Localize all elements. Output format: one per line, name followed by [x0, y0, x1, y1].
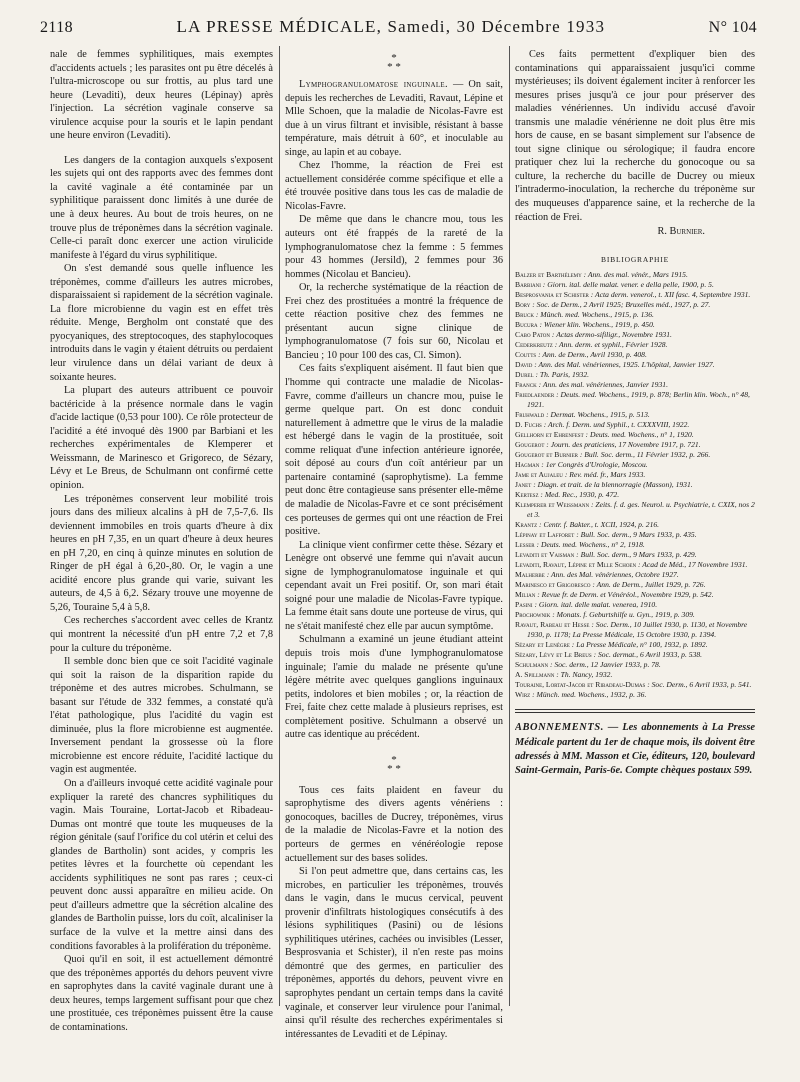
bibliography-reference: : Acad de Méd., 17 Novembre 1931.	[636, 560, 748, 570]
bibliography-entry	[515, 350, 755, 360]
bibliography-reference: : Giorn. ital. delle malat. vener. e della pelle, 1900, p. 5.	[540, 280, 714, 290]
bibliography-author: Besprosvania et Schister	[515, 290, 589, 300]
bibliography-entry	[515, 530, 755, 540]
bibliography-author: Cederkreutz	[515, 340, 553, 350]
text-column-3	[515, 48, 755, 1072]
bibliography-entry	[515, 670, 755, 680]
bibliography-reference: : Münch. med. Wochens., 1932, p. 36.	[530, 690, 647, 700]
bibliography-reference: : Ann. derm. et syphil., Février 1928.	[552, 340, 668, 350]
paragraph: La clinique vient confirmer cette thèse. Sézary et Lenègre ont observé une femme qui n'avait aucun signe de lymphogranulomatose inguinale et qui cependant avait un Frei positif. Or, son mari était soigné pour une maladie de Nicolas-Favre typique. La femme était sans doute une porteuse de virus, qui ne s'était manifesté chez elle par aucun symptôme.	[285, 539, 503, 632]
bibliography-author: Coutts	[515, 350, 537, 360]
subscription-heading: ABONNEMENTS.	[515, 722, 604, 734]
double-rule	[515, 709, 755, 713]
bibliography-author: Milian	[515, 590, 536, 600]
bibliography-entry	[515, 450, 755, 460]
bibliography-reference: : Giorn. ital. delle malat. venerea, 1910.	[532, 600, 658, 610]
bibliography-author: Fruhwald	[515, 410, 545, 420]
bibliography-reference: : Soc. de Derm., 2 Avril 1925; Bruxelles méd., 1927, p. 27.	[530, 300, 711, 310]
bibliography-entry	[515, 590, 755, 600]
bibliography-reference: : Bull. Soc. derm., 9 Mars 1933, p. 435.	[574, 530, 697, 540]
bibliography-author: Touraine, Lortat-Jacob et Ribadeau-Dumas	[515, 680, 646, 690]
paragraph: Ces faits s'expliquent aisément. Il faut bien que l'homme qui contracte une maladie de Nicolas-Favre, comme d'ailleurs un chancre mou, puise le germe quelque part. On est donc conduit naturellement à admettre que le virus de la maladie est hébergé dans le vagin de la prostituée, soit comme reliquat d'une infection antérieure ignorée, soit déposé au cours d'un coït antérieur par un partenaire contaminé (saprophytisme). La femme peut donc être contagieuse sans présenter elle-même de maladie de Nicolas-Favre et ce sont précisément ces porteuses de germes qui ont une réaction de Frei positive.	[285, 363, 503, 538]
bibliography-entry	[515, 280, 755, 290]
bibliography-entry	[515, 320, 755, 330]
bibliography-author: Marinesco et Grigoresco	[515, 580, 591, 590]
bibliography-reference: : Münch. med. Wochens., 1915, p. 136.	[533, 310, 654, 320]
bibliography-reference: : Wiener klin. Wochens., 1919, p. 450.	[537, 320, 655, 330]
bibliography-author: Lépinay et Lafforet	[515, 530, 575, 540]
bibliography-entry	[515, 270, 755, 280]
bibliography-entry	[515, 430, 755, 440]
bibliography-author: Bory	[515, 300, 531, 310]
bibliography-entry	[515, 460, 755, 470]
bibliography-author: Jame et Aujaleu	[515, 470, 563, 480]
section-lead: Lymphogranulomatose inguinale.	[299, 79, 448, 90]
paragraph: Ces recherches s'accordent avec celles de Krantz qui montrent la nécessité d'un pH entre 7,2 et 7,8 pour la culture du tréponème.	[50, 615, 273, 654]
bibliography-entry	[515, 410, 755, 420]
bibliography-author: Pasini	[515, 600, 533, 610]
bibliography-reference: : Ann. des Mal. vénériennes, Octobre 1927.	[544, 570, 679, 580]
bibliography-reference: : La Presse Médicale, n° 100, 1932, p. 1892.	[569, 640, 708, 650]
bibliography-entry	[515, 550, 755, 560]
bibliography-entry	[515, 640, 755, 650]
bibliography-entry	[515, 300, 755, 310]
issue-number: N° 104	[708, 19, 757, 36]
paragraph: Il semble donc bien que ce soit l'acidité vaginale qui soit la raison de la disparition rapide du tréponème et des autres microbes. Schulmann, se basant sur l'étude de 332 femmes, a constaté qu'à l'état pathologique, plus l'acidité du vagin est diminuée, plus la flore microbienne est augmentée. Inversement pendant la grossesse où la flore microbienne est encore réduite, l'acidité lactique du vagin est augmentée.	[50, 656, 273, 776]
bibliography-entry	[515, 340, 755, 350]
bibliography-entry	[515, 290, 755, 300]
bibliography-author: Kertesz	[515, 490, 539, 500]
bibliography-author: Sézary et Lenègre	[515, 640, 570, 650]
journal-title: LA PRESSE MÉDICALE, Samedi, 30 Décembre 1933	[176, 17, 606, 36]
paragraph: Les dangers de la contagion auxquels s'exposent les sujets qui ont des rapports avec des femmes dont la cavité vaginale a été contaminée par un syphilitique paraissent donc limités à une durée de une à deux heures. Au bout de trois heures, on ne trouve plus de tréponèmes dans la sécrétion vaginale. Celle-ci paraît donc exercer une action virulicide manifeste à l'égard du virus syphilitique.	[50, 154, 273, 261]
bibliography-entry	[515, 600, 755, 610]
bibliography-reference: : Bull. Soc. derm., 9 Mars 1933, p. 429.	[574, 550, 697, 560]
bibliography-reference: : Diagn. et trait. de la blennorragie (Masson), 1931.	[531, 480, 693, 490]
bibliography-entry	[515, 680, 755, 690]
text-column-2	[285, 48, 503, 1072]
bibliography-author: Gougerot	[515, 440, 545, 450]
paragraph: Ces faits permettent d'expliquer bien des contaminations qui apparaissaient jusqu'ici comme mystérieuses; ils doivent également inciter à renforcer les mesures prises jusqu'à ce jour pour préserver des maladies vénériennes. Un individu accusé d'avoir transmis une maladie vénérienne ne doit plus être mis hors de cause, en se basant simplement sur l'absence de tout signe clinique ou sérologique; il faudra encore pratiquer chez lui la recherche du gonocoque ou sa culture, la recherche du bacille de Ducrey ou mieux l'intradermo-inoculation, la recherche du tréponème sur des muqueuses d'apparence saine, et la recherche de la réaction de Frei.	[515, 49, 755, 223]
section-separator: * * *	[387, 52, 401, 73]
bibliography-reference: : Soc. Derm., 6 Avril 1933, p. 541.	[645, 680, 752, 690]
bibliography-author: Lesser	[515, 540, 535, 550]
bibliography-reference: : Zeits. f. d. ges. Neurol. u. Psychiatrie, t. CXIX, nos 2 et 3.	[527, 500, 755, 520]
section-separator: * * *	[387, 753, 401, 775]
bibliography-entry	[515, 580, 755, 590]
paragraph: Tous ces faits plaident en faveur du saprophytisme des divers agents vénériens : gonocoques, bacilles de Ducrey, tréponèmes, virus de la maladie de Nicolas-Favre et la notion des porteurs de germes en vénéréologie repose actuellement sur des bases solides.	[285, 784, 503, 864]
bibliography-reference: : Rev. méd. fr., Mars 1933.	[562, 470, 646, 480]
bibliography-author: Janet	[515, 480, 532, 490]
bibliography-reference: : Arch. f. Derm. und Syphil., t. CXXXVIII, 1922.	[541, 420, 690, 430]
bibliography-reference: : Dermat. Wochens., 1915, p. 513.	[544, 410, 650, 420]
bibliography-author: Ravaut, Rabeau et Hesse	[515, 620, 590, 630]
bibliography-author: Bruck	[515, 310, 534, 320]
paragraph: Schulmann a examiné un jeune étudiant atteint depuis trois mois d'une lymphogranulomatose inguinale; l'amie du malade ne présente qu'une légère métrite avec quelques ganglions inguinaux petits, indolores et bien mobiles ; or, la réaction de Frei, faite chez cette malade à plusieurs reprises, est complètement positive. Schulmann a observé un autre cas identique au précédent.	[285, 634, 503, 741]
bibliography-reference: : Centr. f. Bakter., t. XCII, 1924, p. 216.	[537, 520, 660, 530]
bibliography-entry	[515, 540, 755, 550]
bibliography-reference: : Deuts. med. Wochens., 1919, p. 878; Berlin klin. Woch., n° 48, 1921.	[527, 390, 750, 410]
paragraph: Chez l'homme, la réaction de Frei est actuellement considérée comme spécifique et elle a été trouvée positive dans tous les cas de maladie de Nicolas-Favre.	[285, 160, 503, 212]
paragraph: Les tréponèmes conservent leur mobilité trois jours dans des milieux alcalins à pH de 7,5-7,6. Ils deviennent immobiles en trois quarts d'heure à dix heures en pH 7,35, en un quart d'heure à deux heures en pH 7,20, en cinq à quinze minutes en solution de Ringer de pH égal à 6,20-,80. Or, le vagin a une acidité encore plus grande qui varie, suivant les auteurs, de 4,5 à 6,2. Sézary trouve une moyenne de 5,26, Touraine 5,4 à 5,8.	[50, 493, 273, 613]
bibliography-reference: : Soc. Derm., 10 Juillet 1930, p. 1130, et Novembre 1930, p. 1178; La Presse Médicale, 15 Octobre 1930, p. 1394.	[527, 620, 748, 640]
paragraph: Or, la recherche systématique de la réaction de Frei chez des prostituées a montré la fréquence de cette réaction positive chez des femmes ne présentant aucun signe clinique de lymphogranulomatose (7 fois sur 60, Nicolau et Bancieu ; 10 pour 100 des cas, Cl. Simon).	[285, 282, 503, 361]
paragraph: nale de femmes syphilitiques, mais exemptes d'accidents actuels ; les parasites ont pu être décelés à l'ultra-microscope ou sur frottis, au plus tard une heure (Levaditi), deux heures (Lépinay) après l'injection. La sécrétion vaginale conserve sa virulence acquise pour la souris et le lapin pendant une heure environ (Levaditi).	[50, 49, 273, 142]
bibliography-reference: : Ann. des Mal. vénériennes, 1925. L'hôpital, Janvier 1927.	[532, 360, 715, 370]
bibliography-entry	[515, 620, 755, 640]
bibliography-author: Wirz	[515, 690, 531, 700]
paragraph-text: — On sait, depuis les recherches de Levaditi, Ravaut, Lépine et Mlle Schoen, que la maladie de Nicolas-Favre est due à un virus filtrant et invisible, résistant à basse température, mais détruit à 60°, et inoculable au singe, au lapin et au cobaye.	[285, 79, 503, 158]
bibliography-entry	[515, 480, 755, 490]
bibliography-author: Franck	[515, 380, 537, 390]
bibliography-reference: : Med. Rec., 1930, p. 472.	[538, 490, 620, 500]
bibliography-entry	[515, 380, 755, 390]
bibliography-author: Prochownik	[515, 610, 551, 620]
bibliography-list	[515, 270, 755, 700]
bibliography-reference: : Journ. des praticiens, 17 Novembre 1917, p. 721.	[544, 440, 701, 450]
subscription-text: — Les abonnements à La Presse Médicale partent du 1er de chaque mois, ils doivent être adressés à MM. Masson et Cie, éditeurs, 120, boulevard Saint-Germain, Paris-6e. Compte chèques postaux 599.	[515, 722, 755, 777]
paragraph: On a d'ailleurs invoqué cette acidité vaginale pour expliquer la rareté des chancres syphilitiques du vagin. Mais Touraine, Lortat-Jacob et Ribadeau-Dumas ont montré que toute les muqueuses de la région génitale (sauf l'orifice du col utérin et celui des glandes de Bartholin) sont acides, y compris les petites lèvres et la fourchette où cependant les accidents syphilitiques ne sont pas rares ; ceux-ci peuvent donc aussi apparaître en milieu acide. On peut d'ailleurs admettre que la sécrétion alcaline des glandes de Bartholin puisse, lors du coït, alcaliniser la surface de la vulve et la mettre ainsi dans des conditions favorables à la prolifération du tréponème.	[50, 777, 273, 952]
bibliography-reference: : Ann. de Derm., Juillet 1929, p. 726.	[590, 580, 706, 590]
bibliography-entry	[515, 490, 755, 500]
bibliography-reference: : Bull. Soc. derm., 11 Février 1932, p. 266.	[577, 450, 711, 460]
bibliography-author: Krantz	[515, 520, 538, 530]
bibliography-author: Levaditi et Vaisman	[515, 550, 575, 560]
bibliography-reference: : Deuts. med. Wochens., n° 2, 1918.	[534, 540, 645, 550]
bibliography-author: Gellhorn et Ehrenfest	[515, 430, 584, 440]
bibliography-reference: : Soc. dermat., 6 Avril 1933, p. 538.	[591, 650, 703, 660]
bibliography-reference: : Th. Paris, 1932.	[533, 370, 590, 380]
bibliography-title: BIBLIOGRAPHIE	[601, 254, 669, 264]
paragraph: On s'est demandé sous quelle influence les tréponèmes, comme d'ailleurs les autres microbes, disparaissaient si rapidement de la sécrétion vaginale. La flore microbienne du vagin est en effet très réduite. Menge, Bergholm ont constaté que des pyocyaniques, des streptocoques, des staphylocoques introduits dans le vagin y étaient détruits ou perdaient leur virulence dans un délai variant de deux à soixante heures.	[50, 263, 273, 383]
bibliography-author: Bucura	[515, 320, 538, 330]
bibliography-author: Cabo Paton	[515, 330, 550, 340]
bibliography-entry	[515, 560, 755, 570]
bibliography-author: Barbiani	[515, 280, 541, 290]
bibliography-entry	[515, 610, 755, 620]
bibliography-entry	[515, 370, 755, 380]
bibliography-entry	[515, 500, 755, 520]
bibliography-reference: : Ann. de Derm., Avril 1930, p. 408.	[536, 350, 647, 360]
bibliography-author: D. Fuchs	[515, 420, 542, 430]
paragraph: Si l'on peut admettre que, dans certains cas, les microbes, en particulier les tréponèmes, trouvés dans le vagin, dans le mucus cervical, peuvent provenir d'infiltrats histologiques consécutifs à des lésions syphilitiques (Pasini) ou de lésions syphilitiques utérines, cachées ou invisibles (Lesser, Besprosvania et Schister), il n'en reste pas moins démontré que des germes, en particulier des tréponèmes, apportés du dehors, peuvent vivre en saprophytes pendant un certain temps dans la cavité vaginale, et conserver leur virulence pour l'animal, ainsi qu'il résulte des recherches expérimentales si intéressantes de Levaditi et de Lépinay.	[285, 866, 503, 1040]
bibliography-reference: : Soc. derm., 12 Janvier 1933, p. 78.	[548, 660, 661, 670]
bibliography-entry	[515, 440, 755, 450]
bibliography-entry	[515, 330, 755, 340]
bibliography-author: David	[515, 360, 533, 370]
bibliography-author: Klemperer et Weissmann	[515, 500, 590, 510]
page-number: 2118	[40, 19, 74, 36]
bibliography-entry	[515, 690, 755, 700]
paragraph: La plupart des auteurs attribuent ce pouvoir bactéricide à la présence normale dans le vagin d'acide lactique (0,53 pour 100). Ce rôle protecteur de l'acidité a été invoqué dès 1900 par Barbiani et les recherches expérimentales de Klemperer et Weissmann, de Marinesco et Grigoreco, de Sézary, Lévy et Le Breus, de Schulmann ont confirmé cette opinion.	[50, 385, 273, 491]
bibliography-author: Hagman	[515, 460, 540, 470]
bibliography-author: Malherbe	[515, 570, 545, 580]
bibliography-author: Schulmann	[515, 660, 549, 670]
paragraph	[285, 78, 503, 159]
bibliography-author: Sézary, Lévy et Le Breus	[515, 650, 592, 660]
bibliography-reference: : Ann. des mal. vénériennes, Janvier 1931.	[536, 380, 668, 390]
subscription-notice	[515, 721, 755, 778]
bibliography-entry	[515, 520, 755, 530]
bibliography-entry	[515, 660, 755, 670]
author-signature: R. Burnier.	[657, 226, 705, 238]
page-header	[40, 17, 757, 39]
bibliography-author: Durel	[515, 370, 534, 380]
bibliography-entry	[515, 310, 755, 320]
bibliography-entry	[515, 360, 755, 370]
bibliography-author: Levaditi, Ravaut, Lépine et Mlle Schoen	[515, 560, 637, 570]
bibliography-entry	[515, 390, 755, 410]
column-divider	[279, 46, 280, 1006]
bibliography-reference: : Ann. des mal. vénér., Mars 1915.	[581, 270, 688, 280]
bibliography-reference: : Deuts. med. Wochens., n° 1, 1920.	[583, 430, 694, 440]
bibliography-reference: : Th. Nancy, 1932.	[554, 670, 613, 680]
bibliography-author: A. Spillmann	[515, 670, 555, 680]
bibliography-author: Friedlaender	[515, 390, 555, 400]
bibliography-author: Balzer et Barthélemy	[515, 270, 582, 280]
paragraph: Quoi qu'il en soit, il est actuellement démontré que des tréponèmes apportés du dehors peuvent vivre en saprophytes dans la cavité vaginale durant une à deux heures, temps largement suffisant pour que chez une prostituée, ces tréponèmes puissent être la cause de contaminations.	[50, 954, 273, 1033]
bibliography-author: Gougerot et Burnier	[515, 450, 578, 460]
bibliography-reference: : Acta derm. venerol., t. XII fasc. 4, Septembre 1931.	[588, 290, 751, 300]
bibliography-entry	[515, 650, 755, 660]
bibliography-reference: : Actas dermo-sifiligr., Novembre 1931.	[550, 330, 672, 340]
paragraph: De même que dans le chancre mou, tous les auteurs ont été frappés de la rareté de la lymphogranulomatose chez la femme : 5 femmes pour 43 hommes (Jersild), 2 femmes pour 36 hommes (Nicolau et Bancieu).	[285, 214, 503, 280]
bibliography-reference: : 1er Congrès d'Urologie, Moscou.	[539, 460, 648, 470]
bibliography-reference: : Revue fr. de Derm. et Vénéréol., Novembre 1929, p. 542.	[535, 590, 714, 600]
column-divider	[509, 46, 510, 1006]
bibliography-reference: : Monats. f. Geburtshilfe u. Gyn., 1919, p. 309.	[550, 610, 695, 620]
bibliography-entry	[515, 470, 755, 480]
text-column-1	[50, 48, 273, 1072]
bibliography-entry	[515, 420, 755, 430]
bibliography-entry	[515, 570, 755, 580]
